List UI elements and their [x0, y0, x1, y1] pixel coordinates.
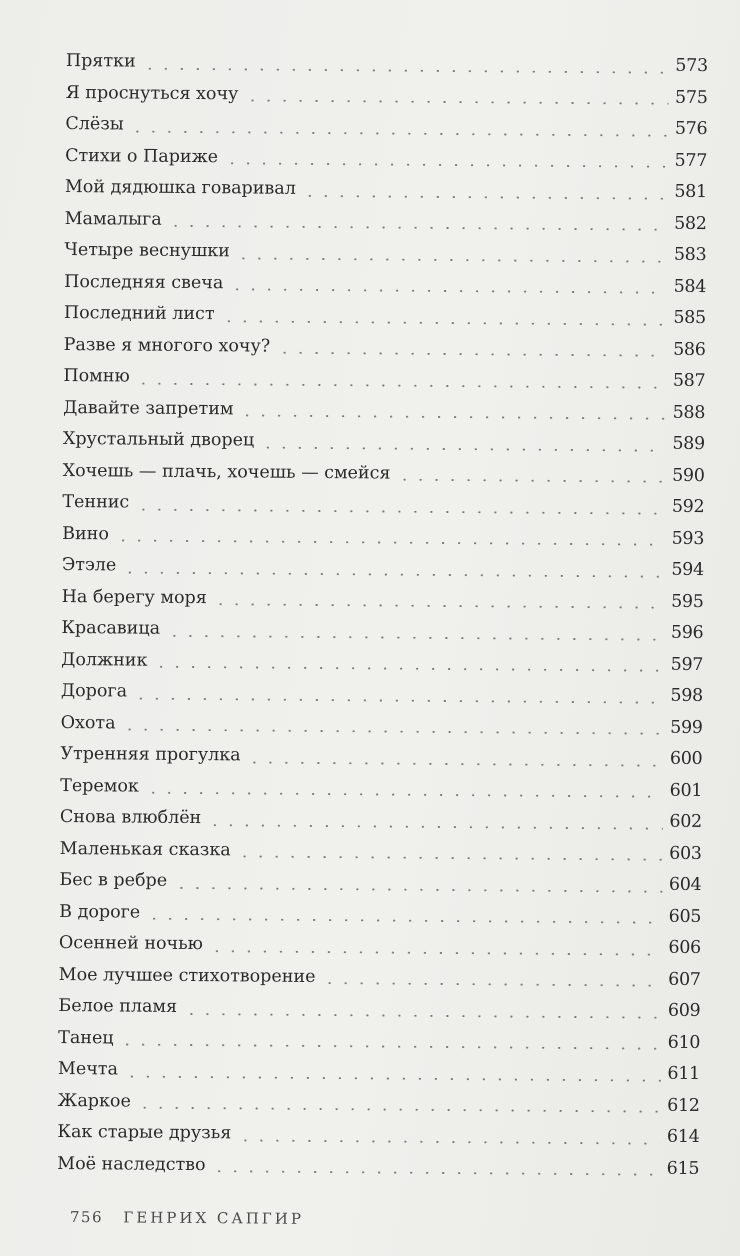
- toc-entry: [62, 550, 704, 587]
- dot-leader: [236, 257, 668, 262]
- toc-entry-page-number: 577: [674, 150, 708, 171]
- toc-entry-page-number: 592: [671, 496, 705, 518]
- toc-entry: [60, 802, 702, 839]
- toc-entry-page-number: 588: [672, 402, 706, 423]
- toc-entry: [64, 235, 706, 272]
- toc-entry-title: Хрустальный дворец: [62, 428, 255, 451]
- toc-entry: [60, 833, 702, 870]
- toc-entry: [60, 739, 702, 776]
- toc-entry-page-number: 594: [671, 559, 704, 581]
- toc-entry-page-number: 587: [672, 370, 706, 392]
- dot-leader: [153, 666, 664, 672]
- toc-entry-title: На берегу моря: [61, 586, 207, 608]
- dot-leader: [137, 1107, 661, 1113]
- dot-leader: [237, 856, 663, 861]
- toc-entry-page-number: 576: [674, 118, 708, 140]
- toc-entry: [65, 140, 707, 177]
- toc-entry-title: Дорога: [60, 680, 128, 702]
- toc-entry-page-number: 605: [668, 906, 702, 927]
- toc-entry: [58, 1054, 700, 1091]
- footer-author: ГЕНРИХ САПГИР: [123, 1208, 305, 1228]
- toc-entry: [59, 959, 701, 996]
- dot-leader: [237, 1139, 661, 1144]
- dot-leader: [244, 100, 669, 105]
- toc-entry: [59, 896, 701, 933]
- toc-entry: [63, 361, 705, 398]
- dot-leader: [224, 162, 669, 167]
- toc-entry-page-number: 593: [671, 528, 705, 549]
- toc-entry: [65, 109, 707, 146]
- dot-leader: [209, 950, 663, 956]
- toc-entry-page-number: 589: [672, 433, 705, 455]
- dot-leader: [145, 792, 664, 798]
- dot-leader: [276, 352, 667, 357]
- toc-entry-page-number: 586: [673, 339, 706, 360]
- toc-entry-title: Разве я многого хочу?: [63, 334, 271, 357]
- toc-entry: [58, 1022, 700, 1059]
- dot-leader: [221, 320, 668, 326]
- toc-entry-page-number: 602: [669, 811, 703, 833]
- toc-entry: [65, 172, 707, 209]
- toc-entry: [61, 613, 703, 650]
- toc-entry-title: Должник: [61, 649, 148, 671]
- dot-leader: [130, 130, 669, 136]
- dot-leader: [173, 887, 663, 893]
- dot-leader: [120, 1044, 662, 1050]
- toc-entry-title: Мечта: [57, 1058, 119, 1080]
- toc-entry: [63, 392, 705, 429]
- toc-entry-title: Стихи о Париже: [65, 145, 219, 167]
- toc-entry-title: Четыре веснушки: [64, 239, 230, 262]
- toc-entry: [60, 770, 702, 807]
- toc-entry-page-number: 582: [674, 213, 707, 234]
- toc-entry: [61, 707, 703, 744]
- dot-leader: [146, 918, 662, 924]
- toc-entry-page-number: 581: [674, 181, 707, 203]
- toc-entry-title: Вино: [62, 523, 109, 544]
- toc-entry: [59, 865, 701, 902]
- toc-entry: [62, 581, 704, 618]
- toc-entry-title: Утренняя прогулка: [60, 743, 241, 766]
- toc-entry-page-number: 601: [669, 780, 703, 801]
- toc-entry-page-number: 614: [666, 1126, 700, 1148]
- dot-leader: [142, 67, 670, 73]
- dot-leader: [247, 761, 664, 766]
- dot-leader: [207, 824, 663, 830]
- toc-entry-page-number: 590: [672, 465, 705, 486]
- toc-entry-title: Танец: [58, 1027, 114, 1048]
- toc-entry-title: Теннис: [62, 491, 130, 513]
- toc-entry: [58, 991, 700, 1028]
- toc-entry-title: Слёзы: [65, 113, 124, 135]
- dot-leader: [239, 415, 666, 420]
- toc-entry: [66, 77, 708, 114]
- toc-entry-page-number: 575: [675, 87, 708, 108]
- footer-page-number: 756: [69, 1208, 104, 1227]
- toc-entry-title: В дороге: [59, 901, 141, 923]
- toc-entry: [58, 1085, 700, 1122]
- toc-entry-title: Теремок: [60, 775, 139, 797]
- toc-entry-page-number: 607: [668, 969, 701, 990]
- dot-leader: [321, 982, 662, 987]
- page-footer: [70, 1208, 304, 1228]
- toc-entry: [62, 487, 704, 524]
- toc-entry: [61, 644, 703, 681]
- toc-entry-page-number: 598: [670, 685, 703, 707]
- dot-leader: [136, 382, 667, 388]
- toc-entry-title: Помню: [63, 365, 130, 387]
- toc-entry-title: Хочешь — плачь, хочешь — смейся: [62, 460, 391, 484]
- dot-leader: [166, 635, 665, 641]
- toc-entry: [57, 1148, 699, 1185]
- dot-leader: [115, 540, 666, 546]
- toc-entry-page-number: 585: [673, 307, 706, 329]
- toc-entry: [66, 46, 708, 83]
- toc-entry-page-number: 604: [668, 874, 702, 896]
- toc-entry-title: Красавица: [61, 617, 161, 639]
- toc-entry: [57, 1117, 699, 1154]
- dot-leader: [213, 603, 665, 609]
- dot-leader: [183, 1013, 662, 1019]
- toc-entry-title: Как старые друзья: [57, 1121, 232, 1144]
- toc-entry-title: Осенней ночью: [58, 932, 203, 955]
- toc-entry-page-number: 600: [669, 748, 703, 770]
- toc-entry: [64, 266, 706, 303]
- toc-entry-title: Мой дядюшка говаривал: [64, 176, 296, 199]
- dot-leader: [168, 225, 668, 231]
- dot-leader: [133, 697, 664, 703]
- toc-entry-title: Снова влюблён: [59, 806, 202, 829]
- toc-entry-title: Мое лучшее стихотворение: [58, 964, 316, 987]
- toc-entry-page-number: 603: [669, 843, 702, 864]
- toc-entry-page-number: 612: [667, 1095, 700, 1116]
- toc-entry-page-number: 606: [668, 937, 702, 959]
- dot-leader: [135, 508, 666, 514]
- toc-entry-title: Последний лист: [63, 302, 215, 325]
- toc-entry: [64, 298, 706, 335]
- dot-leader: [122, 571, 665, 577]
- toc-entry: [59, 928, 701, 965]
- dot-leader: [121, 729, 664, 735]
- toc-entry: [65, 203, 707, 240]
- toc-entry-page-number: 583: [673, 244, 707, 266]
- table-of-contents: [57, 46, 708, 1185]
- toc-entry-page-number: 597: [670, 654, 704, 675]
- dot-leader: [302, 195, 669, 200]
- toc-entry-page-number: 584: [673, 276, 707, 297]
- toc-entry-title: Этэле: [61, 554, 117, 576]
- toc-entry-title: Последняя свеча: [64, 271, 224, 293]
- toc-entry: [62, 518, 704, 555]
- toc-entry-page-number: 573: [675, 55, 708, 77]
- toc-entry: [63, 424, 705, 461]
- toc-entry-page-number: 609: [667, 1000, 701, 1022]
- toc-entry-page-number: 595: [671, 591, 704, 612]
- toc-entry-title: Охота: [60, 712, 116, 733]
- toc-entry-title: Моё наследство: [57, 1153, 206, 1175]
- toc-entry-page-number: 596: [670, 622, 704, 644]
- toc-entry-page-number: 611: [667, 1063, 701, 1085]
- toc-entry-title: Я проснуться хочу: [65, 82, 239, 104]
- toc-entry: [61, 676, 703, 713]
- toc-entry-title: Давайте запретим: [63, 397, 234, 419]
- toc-entry-title: Жаркое: [57, 1090, 131, 1112]
- dot-leader: [229, 289, 667, 294]
- toc-entry-page-number: 610: [667, 1032, 701, 1053]
- dot-leader: [260, 446, 666, 451]
- dot-leader: [212, 1170, 661, 1176]
- dot-leader: [396, 479, 666, 483]
- toc-entry-page-number: 615: [666, 1158, 700, 1179]
- dot-leader: [124, 1075, 662, 1081]
- toc-entry-title: Прятки: [65, 50, 136, 72]
- toc-entry-title: Белое пламя: [58, 995, 178, 1017]
- toc-entry-page-number: 599: [670, 717, 703, 738]
- toc-entry: [64, 329, 706, 366]
- toc-entry-title: Бес в ребре: [59, 869, 168, 891]
- toc-entry: [63, 455, 705, 492]
- toc-entry-title: Маленькая сказка: [59, 838, 231, 860]
- toc-entry-title: Мамалыга: [64, 208, 162, 230]
